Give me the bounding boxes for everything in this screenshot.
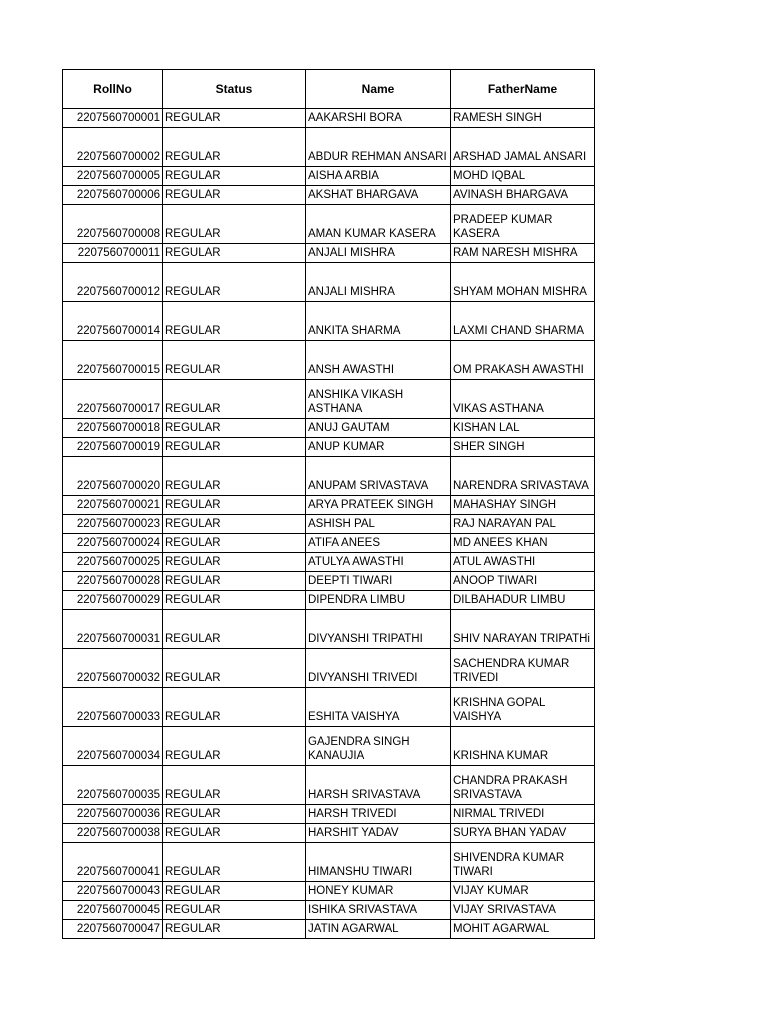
cell-name: DIVYANSHI TRIVEDI (306, 649, 451, 688)
cell-status: REGULAR (163, 649, 306, 688)
cell-rollno: 2207560700024 (63, 534, 163, 553)
cell-name: ASHISH PAL (306, 515, 451, 534)
cell-fathername: SHIVENDRA KUMAR TIWARI (451, 843, 595, 882)
table-row (63, 128, 595, 167)
header-name: Name (306, 70, 451, 109)
cell-status: REGULAR (163, 901, 306, 920)
cell-fathername: AVINASH BHARGAVA (451, 186, 595, 205)
cell-rollno: 2207560700018 (63, 419, 163, 438)
table-row (63, 688, 595, 727)
cell-fathername: VIJAY SRIVASTAVA (451, 901, 595, 920)
cell-rollno: 2207560700036 (63, 805, 163, 824)
cell-rollno: 2207560700012 (63, 263, 163, 302)
header-rollno: RollNo (63, 70, 163, 109)
cell-fathername: SHER SINGH (451, 438, 595, 457)
cell-rollno: 2207560700005 (63, 167, 163, 186)
cell-rollno: 2207560700011 (63, 244, 163, 263)
cell-name: ATIFA ANEES (306, 534, 451, 553)
table-row (63, 766, 595, 805)
cell-rollno: 2207560700033 (63, 688, 163, 727)
cell-fathername: ARSHAD JAMAL ANSARI (451, 128, 595, 167)
cell-name: HONEY KUMAR (306, 882, 451, 901)
cell-status: REGULAR (163, 824, 306, 843)
cell-status: REGULAR (163, 341, 306, 380)
cell-name: ESHITA VAISHYA (306, 688, 451, 727)
cell-status: REGULAR (163, 438, 306, 457)
table-row (63, 167, 595, 186)
table-row (63, 824, 595, 843)
cell-status: REGULAR (163, 496, 306, 515)
cell-status: REGULAR (163, 205, 306, 244)
cell-name: HARSH SRIVASTAVA (306, 766, 451, 805)
table-row (63, 553, 595, 572)
cell-rollno: 2207560700029 (63, 591, 163, 610)
cell-fathername: RAM NARESH MISHRA (451, 244, 595, 263)
cell-name: ABDUR REHMAN ANSARI (306, 128, 451, 167)
cell-status: REGULAR (163, 186, 306, 205)
table-row (63, 515, 595, 534)
cell-name: AAKARSHI BORA (306, 109, 451, 128)
cell-status: REGULAR (163, 610, 306, 649)
cell-name: ANUPAM SRIVASTAVA (306, 457, 451, 496)
cell-rollno: 2207560700020 (63, 457, 163, 496)
table-row (63, 419, 595, 438)
cell-rollno: 2207560700032 (63, 649, 163, 688)
cell-fathername: KRISHNA KUMAR (451, 727, 595, 766)
student-roll-table (62, 69, 595, 939)
cell-rollno: 2207560700045 (63, 901, 163, 920)
cell-fathername: OM PRAKASH AWASTHI (451, 341, 595, 380)
table-row (63, 341, 595, 380)
cell-rollno: 2207560700015 (63, 341, 163, 380)
cell-status: REGULAR (163, 167, 306, 186)
cell-fathername: VIJAY KUMAR (451, 882, 595, 901)
cell-name: ANUJ GAUTAM (306, 419, 451, 438)
header-fathername: FatherName (451, 70, 595, 109)
cell-name: ISHIKA SRIVASTAVA (306, 901, 451, 920)
table-row (63, 380, 595, 419)
cell-fathername: KISHAN LAL (451, 419, 595, 438)
cell-status: REGULAR (163, 534, 306, 553)
cell-name: HIMANSHU TIWARI (306, 843, 451, 882)
cell-name: HARSH TRIVEDI (306, 805, 451, 824)
cell-fathername: MOHD IQBAL (451, 167, 595, 186)
cell-name: DIPENDRA LIMBU (306, 591, 451, 610)
table-body (63, 109, 595, 939)
cell-rollno: 2207560700025 (63, 553, 163, 572)
cell-status: REGULAR (163, 128, 306, 167)
table-row (63, 805, 595, 824)
cell-rollno: 2207560700019 (63, 438, 163, 457)
cell-rollno: 2207560700031 (63, 610, 163, 649)
cell-fathername: PRADEEP KUMAR KASERA (451, 205, 595, 244)
cell-fathername: LAXMI CHAND SHARMA (451, 302, 595, 341)
cell-status: REGULAR (163, 843, 306, 882)
cell-name: ANJALI MISHRA (306, 263, 451, 302)
cell-status: REGULAR (163, 515, 306, 534)
table-row (63, 882, 595, 901)
header-row (63, 70, 595, 109)
header-status: Status (163, 70, 306, 109)
cell-rollno: 2207560700008 (63, 205, 163, 244)
cell-fathername: MAHASHAY SINGH (451, 496, 595, 515)
cell-fathername: SACHENDRA KUMAR TRIVEDI (451, 649, 595, 688)
cell-rollno: 2207560700038 (63, 824, 163, 843)
cell-status: REGULAR (163, 572, 306, 591)
cell-name: DIVYANSHI TRIPATHI (306, 610, 451, 649)
cell-rollno: 2207560700001 (63, 109, 163, 128)
table-row (63, 205, 595, 244)
cell-rollno: 2207560700002 (63, 128, 163, 167)
cell-name: ARYA PRATEEK SINGH (306, 496, 451, 515)
table-row (63, 457, 595, 496)
cell-rollno: 2207560700028 (63, 572, 163, 591)
cell-fathername: CHANDRA PRAKASH SRIVASTAVA (451, 766, 595, 805)
table-row (63, 572, 595, 591)
cell-fathername: MOHIT AGARWAL (451, 920, 595, 939)
cell-status: REGULAR (163, 380, 306, 419)
cell-fathername: ATUL AWASTHI (451, 553, 595, 572)
cell-name: GAJENDRA SINGH KANAUJIA (306, 727, 451, 766)
table-row (63, 438, 595, 457)
cell-name: ANSH AWASTHI (306, 341, 451, 380)
spreadsheet-sheet (62, 69, 595, 939)
cell-status: REGULAR (163, 553, 306, 572)
cell-fathername: VIKAS ASTHANA (451, 380, 595, 419)
table-row (63, 244, 595, 263)
cell-status: REGULAR (163, 457, 306, 496)
cell-status: REGULAR (163, 419, 306, 438)
cell-status: REGULAR (163, 766, 306, 805)
cell-fathername: KRISHNA GOPAL VAISHYA (451, 688, 595, 727)
cell-status: REGULAR (163, 920, 306, 939)
cell-name: HARSHIT YADAV (306, 824, 451, 843)
cell-rollno: 2207560700043 (63, 882, 163, 901)
cell-fathername: RAJ NARAYAN PAL (451, 515, 595, 534)
cell-rollno: 2207560700014 (63, 302, 163, 341)
table-row (63, 649, 595, 688)
cell-name: ANSHIKA VIKASH ASTHANA (306, 380, 451, 419)
cell-status: REGULAR (163, 302, 306, 341)
table-row (63, 109, 595, 128)
cell-fathername: NARENDRA SRIVASTAVA (451, 457, 595, 496)
cell-name: DEEPTI TIWARI (306, 572, 451, 591)
cell-status: REGULAR (163, 882, 306, 901)
cell-fathername: DILBAHADUR LIMBU (451, 591, 595, 610)
table-row (63, 727, 595, 766)
cell-fathername: SHIV NARAYAN TRIPATHi (451, 610, 595, 649)
cell-name: JATIN AGARWAL (306, 920, 451, 939)
cell-fathername: SURYA BHAN YADAV (451, 824, 595, 843)
table-row (63, 496, 595, 515)
cell-status: REGULAR (163, 244, 306, 263)
table-row (63, 901, 595, 920)
cell-fathername: RAMESH SINGH (451, 109, 595, 128)
cell-status: REGULAR (163, 805, 306, 824)
table-row (63, 302, 595, 341)
cell-rollno: 2207560700023 (63, 515, 163, 534)
cell-name: AMAN KUMAR KASERA (306, 205, 451, 244)
cell-fathername: NIRMAL TRIVEDI (451, 805, 595, 824)
table-row (63, 920, 595, 939)
cell-status: REGULAR (163, 109, 306, 128)
cell-rollno: 2207560700021 (63, 496, 163, 515)
cell-fathername: ANOOP TIWARI (451, 572, 595, 591)
cell-rollno: 2207560700035 (63, 766, 163, 805)
table-row (63, 610, 595, 649)
cell-name: AKSHAT BHARGAVA (306, 186, 451, 205)
cell-rollno: 2207560700047 (63, 920, 163, 939)
cell-name: ANUP KUMAR (306, 438, 451, 457)
cell-status: REGULAR (163, 688, 306, 727)
cell-rollno: 2207560700017 (63, 380, 163, 419)
cell-rollno: 2207560700041 (63, 843, 163, 882)
cell-name: AISHA ARBIA (306, 167, 451, 186)
table-row (63, 843, 595, 882)
cell-rollno: 2207560700034 (63, 727, 163, 766)
cell-fathername: MD ANEES KHAN (451, 534, 595, 553)
table-row (63, 263, 595, 302)
table-row (63, 534, 595, 553)
cell-status: REGULAR (163, 727, 306, 766)
cell-name: ANJALI MISHRA (306, 244, 451, 263)
cell-name: ANKITA SHARMA (306, 302, 451, 341)
cell-status: REGULAR (163, 263, 306, 302)
cell-name: ATULYA AWASTHI (306, 553, 451, 572)
cell-status: REGULAR (163, 591, 306, 610)
cell-rollno: 2207560700006 (63, 186, 163, 205)
cell-fathername: SHYAM MOHAN MISHRA (451, 263, 595, 302)
table-row (63, 186, 595, 205)
table-row (63, 591, 595, 610)
